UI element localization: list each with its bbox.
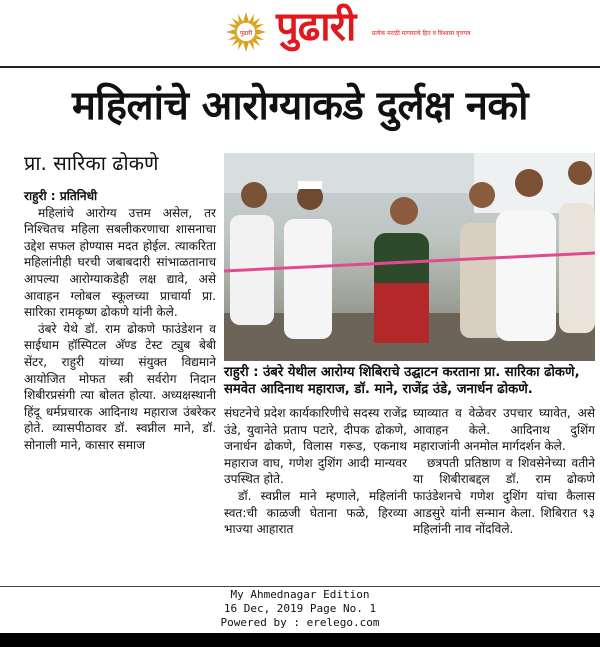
footer-divider	[0, 586, 600, 587]
photo-illustration	[224, 153, 595, 361]
article-dateline: राहुरी : प्रतिनिधी	[24, 189, 98, 203]
bottom-bar	[0, 633, 600, 647]
article-column-3	[413, 405, 595, 538]
article-paragraph: महिलांचे आरोग्य उत्तम असेल, तर निश्‍चितच महिला सबलीकरणाचा शासनाचा उद्देश सफल होण्यास मदत होईल. त्याकरिता महिलांनीही घरची जबाबदारी सांभाळतानाच आपल्या आरोग्याकडेही लक्ष द्यावे, असे आवाहन ग्लोबल स्कूलच्या प्राचार्या प्रा. सारिका रामकृष्ण ढोकणे यांनी केले.	[24, 205, 216, 320]
article-paragraph: घ्याव्यात व वेळेवर उपचार घ्यावेत, असे आवाहन केले. आदिनाथ दुशिंग महाराजांनी अनमोल मार्गदर्शन केले.	[413, 406, 595, 454]
powered-by-link[interactable]: Powered by : erelego.com	[220, 616, 380, 629]
article-column-2	[224, 405, 407, 538]
edition-footer	[0, 588, 600, 630]
article-photo	[224, 153, 595, 361]
article-paragraph: संघटनेचे प्रदेश कार्यकारिणीचे सदस्य राजेंद्र उंडे, युवानेते प्रताप पटारे, दीपक ढोकणे, जनार्धन ढोकणे, विलास गरूड, एकनाथ महाराज वाघ, गणेश दुशिंग आदी मान्यवर उपस्थित होते.	[224, 406, 407, 487]
photo-caption: राहुरी : उंबरे येथील आरोग्य शिबिराचे उद्घाटन करताना प्रा. सारिका ढोकणे, समवेत आदिनाथ महाराज, डॉ. माने, राजेंद्र उंडे, जनार्धन ढोकणे.	[224, 365, 580, 397]
edition-name: My Ahmednagar Edition	[230, 588, 370, 601]
masthead-divider	[0, 66, 600, 68]
article-column-1	[24, 188, 216, 454]
article-paragraph: उंबरे येथे डॉ. राम ढोकणे फाउंडेशन व साईधाम हॉस्पिटल अ‍ॅण्ड टेस्ट ट्युब बेबी सेंटर, राहुरी यांच्या संयुक्त विद्यमाने आयोजित मोफत स्त्री सर्वरोग निदान शिबीरप्रसंगी त्या बोलत होत्या. अध्यक्षस्थानी हिंदू धर्मप्रचारक आदिनाथ महाराज उंबरेकर होते. व्यासपीठावर डॉ. स्वप्नील माने, डॉ. सोनाली माने, कासार समाज	[24, 321, 216, 452]
newspaper-brand: पुढारी	[276, 4, 356, 50]
article-headline: महिलांचे आरोग्याकडे दुर्लक्ष नको	[71, 83, 529, 129]
article-paragraph: छत्रपती प्रतिष्ठाण व शिवसेनेच्या वतीने या शिबीराबद्दल डॉ. राम ढोकणे फाउंडेशनचे गणेश दुशिंग यांचा कैलास आडसुरे यांनी सन्मान केला. शिबिरात ९३ महिलांनी नाव नोंदविले.	[413, 455, 595, 537]
newspaper-tagline: प्रत्येक मराठी माणसाचे हित व विश्वास वृत्तपत्र	[372, 30, 471, 37]
edition-date-page: 16 Dec, 2019 Page No. 1	[223, 602, 377, 615]
article-paragraph: डॉ. स्वप्नील माने म्हणाले, महिलांनी स्वत:ची काळजी घेताना फळे, हिरव्या भाज्या आहारात	[224, 488, 407, 537]
emblem-text: पुढारी	[239, 30, 253, 37]
sun-emblem-icon	[226, 12, 266, 52]
article-byline: प्रा. सारिका ढोकणे	[24, 151, 159, 175]
masthead	[0, 0, 600, 66]
